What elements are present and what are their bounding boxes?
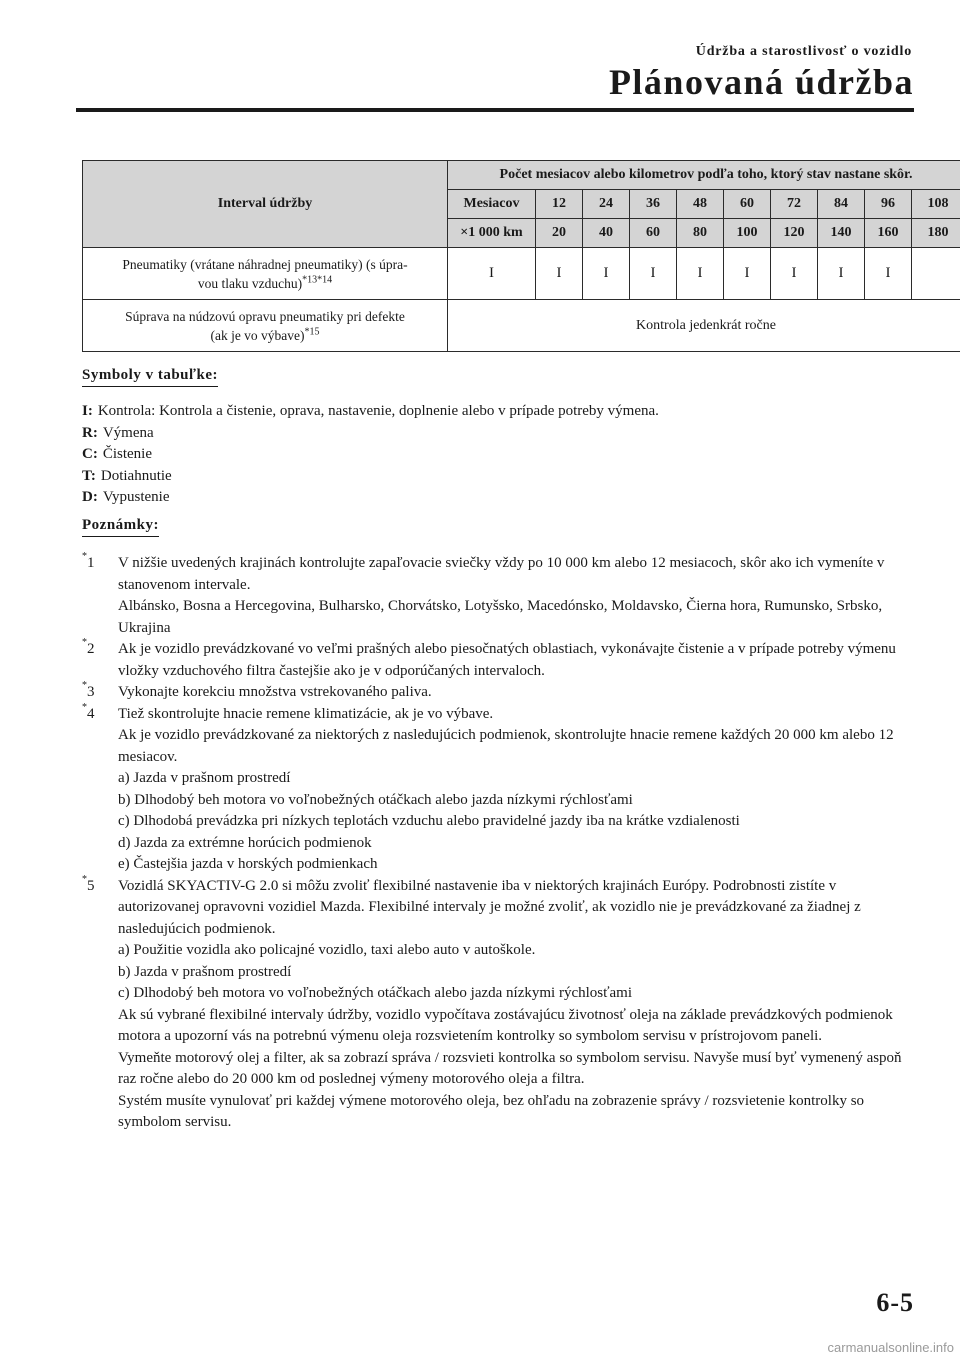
header-rule [76, 108, 914, 112]
watermark-text: carmanualsonline.info [827, 1340, 954, 1355]
km-value: 140 [818, 219, 865, 248]
row-label-line: Pneumatiky (vrátane náhradnej pneumatiky) (s úpra- [122, 256, 408, 272]
page-number: 6-5 [876, 1288, 914, 1317]
km-value: 80 [677, 219, 724, 248]
symbol-text: Dotiahnutie [100, 467, 172, 484]
cell-value: I [771, 248, 818, 300]
symbols-list [82, 401, 922, 509]
symbol-key: C: [82, 446, 98, 462]
cell-value: I [818, 248, 865, 300]
months-value: 84 [818, 190, 865, 219]
km-value: 180 [912, 219, 960, 248]
row-label-line: Súprava na núdzovú opravu pneumatiky pri defekte [125, 308, 405, 324]
maintenance-interval-table [82, 160, 960, 352]
km-value: 40 [583, 219, 630, 248]
note-text: Tiež skontrolujte hnacie remene klimatizácie, ak je vo výbave. [118, 705, 494, 722]
note-subitem: a) Použitie vozidla ako policajné vozidlo, taxi alebo auto v autoškole. [118, 942, 536, 958]
footnote-marker: *2 [82, 637, 95, 657]
months-value: 60 [724, 190, 771, 219]
note-text: Vymeňte motorový olej a filter, ak sa zobrazí správa / rozsvieti kontrolka so symbolom servisu. Navyše musí byť vymenený aspoň raz ročne alebo do 20 000 km od poslednej výmeny motorového oleja a filtra. [118, 1049, 902, 1087]
symbol-key: D: [82, 489, 98, 505]
list-item [82, 423, 922, 445]
km-label: ×1 000 km [448, 219, 536, 248]
symbol-key: T: [82, 467, 96, 484]
annual-check-cell: Kontrola jedenkrát ročne [448, 300, 960, 352]
cell-value: I [536, 248, 583, 300]
months-value: 12 [536, 190, 583, 219]
note-subitem: d) Jazda za extrémne horúcich podmienok [118, 834, 372, 851]
cell-value: I [724, 248, 771, 300]
note-subitem: e) Častejšia jazda v horských podmienkach [118, 856, 378, 872]
list-item [82, 444, 922, 466]
cell-value: I [583, 248, 630, 300]
km-value: 160 [865, 219, 912, 248]
footnote-marker: *3 [82, 680, 95, 700]
cell-value: I [677, 248, 724, 300]
km-value: 100 [724, 219, 771, 248]
km-value: 120 [771, 219, 818, 248]
row-label-tires [83, 248, 448, 300]
km-value: 20 [536, 219, 583, 248]
running-header-section: Údržba a starostlivosť o vozidlo [695, 44, 912, 59]
note-text: Vykonajte korekciu množstva vstrekovaného paliva. [118, 684, 432, 700]
symbol-text: Kontrola: Kontrola a čistenie, oprava, nastavenie, doplnenie alebo v prípade potreby výmena. [97, 403, 659, 419]
footnote-3 [82, 682, 912, 704]
months-value: 96 [865, 190, 912, 219]
notes-heading: Poznámky: [82, 517, 159, 537]
months-value: 72 [771, 190, 818, 219]
note-subitem: b) Dlhodobý beh motora vo voľnobežných otáčkach alebo jazda nízkymi rýchlosťami [118, 791, 633, 808]
note-subitem: c) Dlhodobý beh motora vo voľnobežných otáčkach alebo jazda nízkymi rýchlosťami [118, 985, 633, 1001]
months-value: 108 [912, 190, 960, 219]
note-text: Ak je vozidlo prevádzkované vo veľmi prašných alebo piesočnatých oblastiach, vykonávajte čistenie a v prípade potreby výmenu vložky vzduchového filtra častejšie ako je v odporúčaných intervaloch. [118, 641, 896, 679]
table-corner-header: Interval údržby [83, 161, 448, 248]
note-text: Systém musíte vynulovať pri každej výmene motorového oleja, bez ohľadu na zobrazenie správy / rozsvietenie kontrolky so symbolom servisu. [118, 1092, 865, 1130]
list-item [82, 401, 922, 423]
footnote-1 [82, 553, 912, 639]
footnote-4 [82, 701, 912, 876]
symbol-key: I: [82, 403, 93, 419]
symbol-text: Čistenie [102, 446, 152, 462]
notes-list [82, 553, 912, 1134]
table-top-header: Počet mesiacov alebo kilometrov podľa toho, ktorý stav nastane skôr. [448, 161, 960, 190]
cell-value: I [865, 248, 912, 300]
table-row [83, 300, 960, 352]
note-subitem: c) Dlhodobá prevádzka pri nízkych teplotách vzduchu alebo pravidelné jazdy iba na krátke vzdialenosti [118, 813, 740, 829]
cell-value: I [630, 248, 677, 300]
symbol-key: R: [82, 424, 98, 441]
symbol-text: Vypustenie [102, 489, 170, 505]
km-value: 60 [630, 219, 677, 248]
note-subitem: a) Jazda v prašnom prostredí [118, 770, 291, 786]
months-value: 36 [630, 190, 677, 219]
note-text: Ak je vozidlo prevádzkované za niektorých z nasledujúcich podmienok, skontrolujte hnacie remene každých 20 000 km alebo 12 mesiacov. [118, 727, 894, 765]
row-label-line: (ak je vo výbave) [210, 327, 305, 343]
months-value: 48 [677, 190, 724, 219]
note-text: Ak sú vybrané flexibilné intervaly údržby, vozidlo vypočítava zostávajúcu životnosť oleja na základe prevádzkových podmienok motora a upozorní vás na potrebnú výmenu oleja rozsvietením kontrolky so symbolom servisu v prístrojovom paneli. [118, 1006, 893, 1044]
footnote-ref: *13*14 [302, 274, 333, 285]
note-subitem: b) Jazda v prašnom prostredí [118, 963, 292, 980]
footnote-2 [82, 639, 912, 682]
footnote-5 [82, 873, 912, 1134]
note-text: Vozidlá SKYACTIV-G 2.0 si môžu zvoliť flexibilné nastavenie iba v niektorých krajinách Európy. Podrobnosti zistíte v autorizovanej opravovni vozidiel Mazda. Flexibilné intervaly je možné zvoliť, ak vozidlo nie je prevádzkované za žiadnej z nasledujúcich podmienok. [118, 877, 861, 937]
note-text: V nižšie uvedených krajinách kontrolujte zapaľovacie sviečky vždy po 10 000 km alebo 12 mesiacoch, skôr ako ich vymeníte v stanovenom intervale. [118, 555, 885, 593]
row-label-repair-kit [83, 300, 448, 352]
cell-value: I [448, 248, 536, 300]
list-item [82, 466, 922, 488]
footnote-marker: *4 [82, 701, 95, 722]
footnote-marker: *5 [82, 873, 95, 894]
symbols-heading: Symboly v tabuľke: [82, 367, 218, 387]
months-value: 24 [583, 190, 630, 219]
table-row [83, 248, 960, 300]
list-item [82, 487, 922, 509]
note-text: Albánsko, Bosna a Hercegovina, Bulharsko, Chorvátsko, Lotyšsko, Macedónsko, Moldavsko, Čierna hora, Rumunsko, Srbsko, Ukrajina [118, 598, 883, 636]
footnote-ref: *15 [304, 326, 320, 337]
row-label-line: vou tlaku vzduchu) [197, 275, 303, 291]
page-title: Plánovaná údržba [608, 62, 914, 102]
months-label: Mesiacov [448, 190, 536, 219]
footnote-marker: *1 [82, 551, 95, 571]
symbol-text: Výmena [102, 424, 154, 441]
